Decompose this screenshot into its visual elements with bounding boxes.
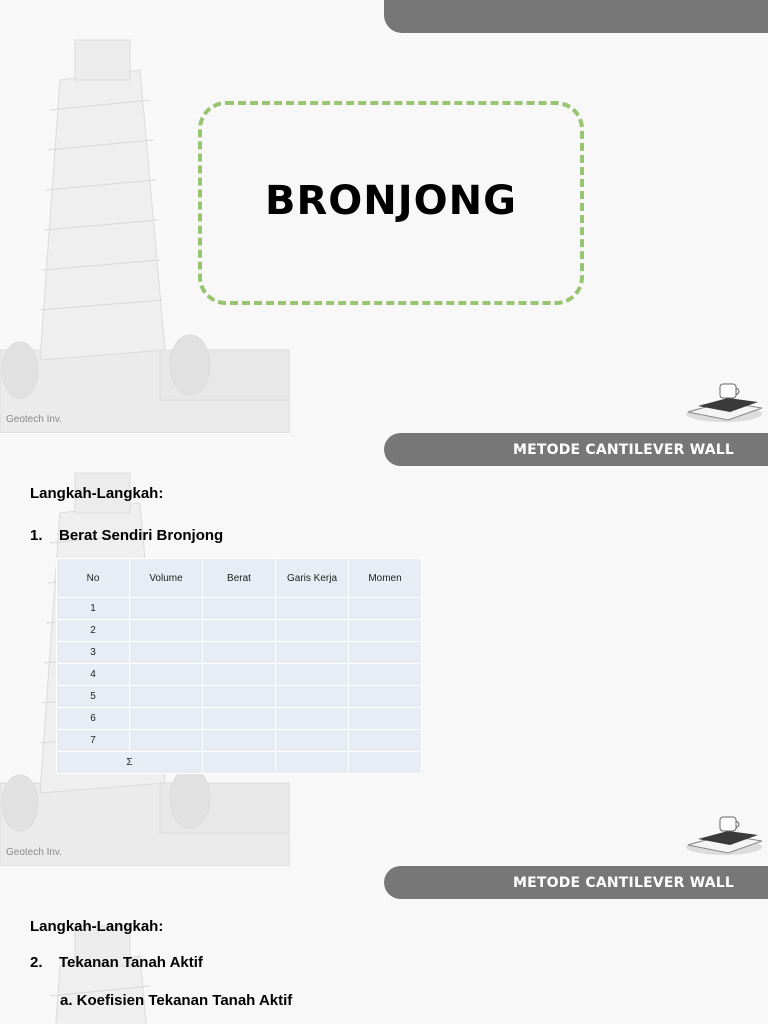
- books-coffee-icon: [684, 378, 764, 428]
- step-text: Tekanan Tanah Aktif: [59, 954, 203, 971]
- section-label: METODE CANTILEVER WALL: [512, 875, 734, 891]
- table-row: [57, 686, 422, 708]
- row-number: 7: [57, 730, 130, 752]
- table-row: [57, 598, 422, 620]
- table-row: [57, 708, 422, 730]
- slide-step-2: [0, 866, 768, 1024]
- weight-table: [56, 558, 422, 774]
- step-1: [30, 527, 223, 544]
- step-number: 1.: [30, 527, 43, 544]
- table-sum-row: [57, 752, 422, 774]
- step-2: [30, 954, 203, 971]
- row-number: 6: [57, 708, 130, 730]
- slide-step-1: [0, 433, 768, 866]
- column-header: Garis Kerja: [276, 559, 349, 598]
- table-row: [57, 664, 422, 686]
- column-header: Volume: [130, 559, 203, 598]
- title-box: [198, 101, 584, 305]
- watermark: Geotech Inv.: [6, 414, 62, 425]
- slide-title: [0, 0, 768, 433]
- column-header: Berat: [203, 559, 276, 598]
- step-text: Berat Sendiri Bronjong: [59, 527, 224, 544]
- row-number: 2: [57, 620, 130, 642]
- sub-step-a: a. Koefisien Tekanan Tanah Aktif: [60, 992, 293, 1009]
- step-number: 2.: [30, 954, 43, 971]
- table-row: [57, 730, 422, 752]
- table-row: [57, 642, 422, 664]
- header-band: [384, 0, 768, 33]
- column-header: No: [57, 559, 130, 598]
- books-coffee-icon: [684, 811, 764, 861]
- page-title: BRONJONG: [265, 178, 517, 224]
- section-label: METODE CANTILEVER WALL: [512, 442, 734, 458]
- watermark: Geotech Inv.: [6, 847, 62, 858]
- table-header-row: [57, 559, 422, 598]
- row-number: 4: [57, 664, 130, 686]
- row-number: 5: [57, 686, 130, 708]
- header-band: [384, 866, 768, 899]
- table-row: [57, 620, 422, 642]
- header-band: [384, 433, 768, 466]
- steps-heading: Langkah-Langkah:: [30, 918, 164, 935]
- row-number: 1: [57, 598, 130, 620]
- sum-symbol: Σ: [57, 752, 203, 774]
- column-header: Momen: [349, 559, 422, 598]
- row-number: 3: [57, 642, 130, 664]
- steps-heading: Langkah-Langkah:: [30, 485, 164, 502]
